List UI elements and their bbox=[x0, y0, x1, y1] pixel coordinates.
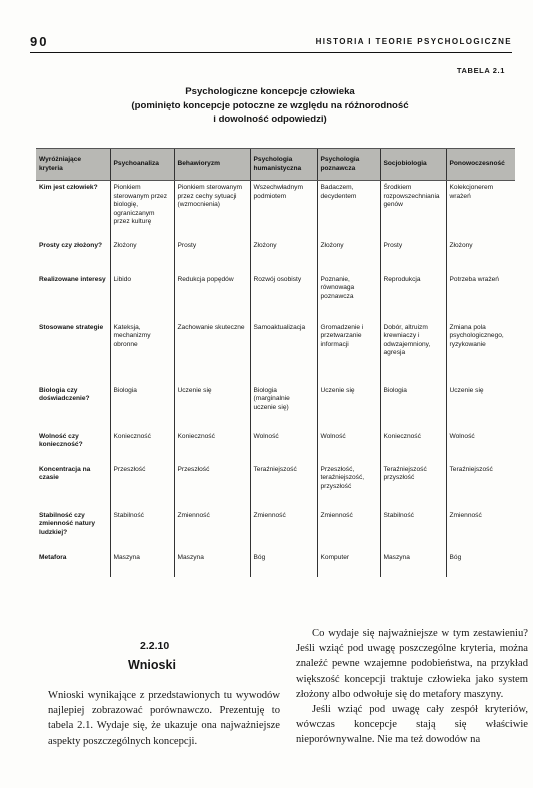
table-header-row bbox=[36, 149, 515, 181]
row-criterion: Kim jest człowiek? bbox=[39, 184, 98, 191]
table-cell: Zmienność bbox=[446, 509, 515, 551]
column-header: Socjobiologia bbox=[380, 149, 446, 181]
table-row bbox=[36, 321, 515, 384]
table-cell: Złożony bbox=[446, 239, 515, 273]
table-cell: Biologia bbox=[110, 384, 174, 430]
column-header: Ponowoczesność bbox=[446, 149, 515, 181]
table-cell: Złożony bbox=[250, 239, 317, 273]
table-cell: Uczenie się bbox=[174, 384, 250, 430]
row-criterion: Stabilność czy zmienność natury ludzkiej? bbox=[39, 511, 96, 536]
table-cell: Zmienność bbox=[174, 509, 250, 551]
table-cell: Stabilność bbox=[110, 509, 174, 551]
table-cell: Reprodukcja bbox=[380, 273, 446, 321]
running-head: HISTORIA I TEORIE PSYCHOLOGICZNE bbox=[315, 37, 512, 46]
table-cell: Pionkiem sterowanym przez cechy sytuacji (wzmocnienia) bbox=[174, 181, 250, 239]
table-row bbox=[36, 181, 515, 239]
left-column-text: Wnioski wynikające z przedstawionych tu wywodów najlepiej zobrazować porównawczo. Prezentuję to tabela 2.1. Wydaje się, że ukazuje ona najważniejsze aspekty poszczególnych koncepcji. bbox=[48, 690, 280, 747]
table-cell: Biologia (marginalnie uczenie się) bbox=[250, 384, 317, 430]
table-row bbox=[36, 239, 515, 273]
table-label: TABELA 2.1 bbox=[456, 66, 505, 75]
row-criterion: Koncentracja na czasie bbox=[39, 465, 91, 481]
column-header: Psychoanaliza bbox=[110, 149, 174, 181]
column-header: Psychologia poznawcza bbox=[317, 149, 380, 181]
table-title bbox=[60, 85, 480, 127]
paragraph: Jeśli wziąć pod uwagę cały zespół kryteriów, wówczas koncepcje stają się właściwie nieporównywalne. Nie ma też dowodów na bbox=[296, 704, 528, 746]
row-criterion: Prosty czy złożony? bbox=[39, 241, 103, 249]
table-row bbox=[36, 463, 515, 509]
section-number: 2.2.10 bbox=[140, 640, 170, 652]
row-criterion: Metafora bbox=[39, 553, 67, 561]
table-cell: Wolność bbox=[250, 430, 317, 463]
paragraph: Co wydaje się najważniejsze w tym zestawieniu? Jeśli wziąć pod uwagę poszczególne kryteria, można znaleźć pewne wzajemne podobieństwa, na przykład większość koncepcji traktuje człowieka jako system złożony albo odwołuje się do metafory maszyny. bbox=[296, 628, 528, 700]
column-header: Behawioryzm bbox=[174, 149, 250, 181]
table-cell: Gromadzenie i przetwarzanie informacji bbox=[317, 321, 380, 384]
table-title-line: (pominięto koncepcje potoczne ze względu na różnorodność bbox=[131, 100, 409, 111]
page-header bbox=[30, 36, 512, 53]
table-row bbox=[36, 551, 515, 577]
table-cell: Zmienność bbox=[317, 509, 380, 551]
table-cell: Przeszłość bbox=[110, 463, 174, 509]
table-cell: Uczenie się bbox=[317, 384, 380, 430]
section-title: Wnioski bbox=[128, 658, 176, 672]
table-cell: Kateksja, mechanizmy obronne bbox=[110, 321, 174, 384]
table-cell: Dobór, altruizm krewniaczy i odwzajemniony, agresja bbox=[380, 321, 446, 384]
table-cell: Potrzeba wrażeń bbox=[446, 273, 515, 321]
table-cell: Komputer bbox=[317, 551, 380, 577]
table-row bbox=[36, 384, 515, 430]
table-cell: Redukcja popędów bbox=[174, 273, 250, 321]
table-cell: Zachowanie skuteczne bbox=[174, 321, 250, 384]
table-cell: Wszechwładnym podmiotem bbox=[250, 181, 317, 239]
row-criterion: Wolność czy konieczność? bbox=[39, 432, 83, 448]
table-title-line: Psychologiczne koncepcje człowieka bbox=[185, 86, 355, 97]
table-cell: Przeszłość, teraźniejszość, przyszłość bbox=[317, 463, 380, 509]
table-cell: Maszyna bbox=[380, 551, 446, 577]
row-criterion: Biologia czy doświadczenie? bbox=[39, 386, 90, 402]
table-cell: Teraźniejszość bbox=[446, 463, 515, 509]
table-cell: Bóg bbox=[446, 551, 515, 577]
table-cell: Libido bbox=[110, 273, 174, 321]
column-header: Psychologia humanistyczna bbox=[250, 149, 317, 181]
table-cell: Badaczem, decydentem bbox=[317, 181, 380, 239]
table-cell: Biologia bbox=[380, 384, 446, 430]
table-row bbox=[36, 273, 515, 321]
row-criterion: Stosowane strategie bbox=[39, 323, 104, 331]
table-cell: Stabilność bbox=[380, 509, 446, 551]
table-cell: Prosty bbox=[174, 239, 250, 273]
table-cell: Wolność bbox=[446, 430, 515, 463]
table-cell: Złożony bbox=[110, 239, 174, 273]
column-header: Wyróżniające kryteria bbox=[36, 149, 110, 181]
table-cell: Konieczność bbox=[174, 430, 250, 463]
table-cell: Rozwój osobisty bbox=[250, 273, 317, 321]
table-cell: Środkiem rozpowszechniania genów bbox=[380, 181, 446, 239]
table-cell: Wolność bbox=[317, 430, 380, 463]
table-cell: Konieczność bbox=[110, 430, 174, 463]
table-cell: Bóg bbox=[250, 551, 317, 577]
table-cell: Kolekcjonerem wrażeń bbox=[446, 181, 515, 239]
concepts-table bbox=[36, 148, 515, 577]
table-row bbox=[36, 509, 515, 551]
table-cell: Złożony bbox=[317, 239, 380, 273]
table-cell: Teraźniejszość przyszłość bbox=[380, 463, 446, 509]
table-cell: Maszyna bbox=[174, 551, 250, 577]
table-cell: Pionkiem sterowanym przez biologię, ograniczanym przez kulturę bbox=[110, 181, 174, 239]
table-cell: Zmienność bbox=[250, 509, 317, 551]
table-cell: Przeszłość bbox=[174, 463, 250, 509]
table-cell: Uczenie się bbox=[446, 384, 515, 430]
table-cell: Teraźniejszość bbox=[250, 463, 317, 509]
table-row bbox=[36, 430, 515, 463]
table-cell: Zmiana pola psychologicznego, ryzykowanie bbox=[446, 321, 515, 384]
table-title-line: i dowolność odpowiedzi) bbox=[213, 114, 327, 125]
row-criterion: Realizowane interesy bbox=[39, 275, 106, 283]
table-cell: Samoaktualizacja bbox=[250, 321, 317, 384]
table-cell: Konieczność bbox=[380, 430, 446, 463]
table-cell: Prosty bbox=[380, 239, 446, 273]
page-number: 90 bbox=[30, 34, 49, 49]
table-cell: Maszyna bbox=[110, 551, 174, 577]
right-column-text bbox=[296, 626, 528, 748]
table-cell: Poznanie, równowaga poznawcza bbox=[317, 273, 380, 321]
